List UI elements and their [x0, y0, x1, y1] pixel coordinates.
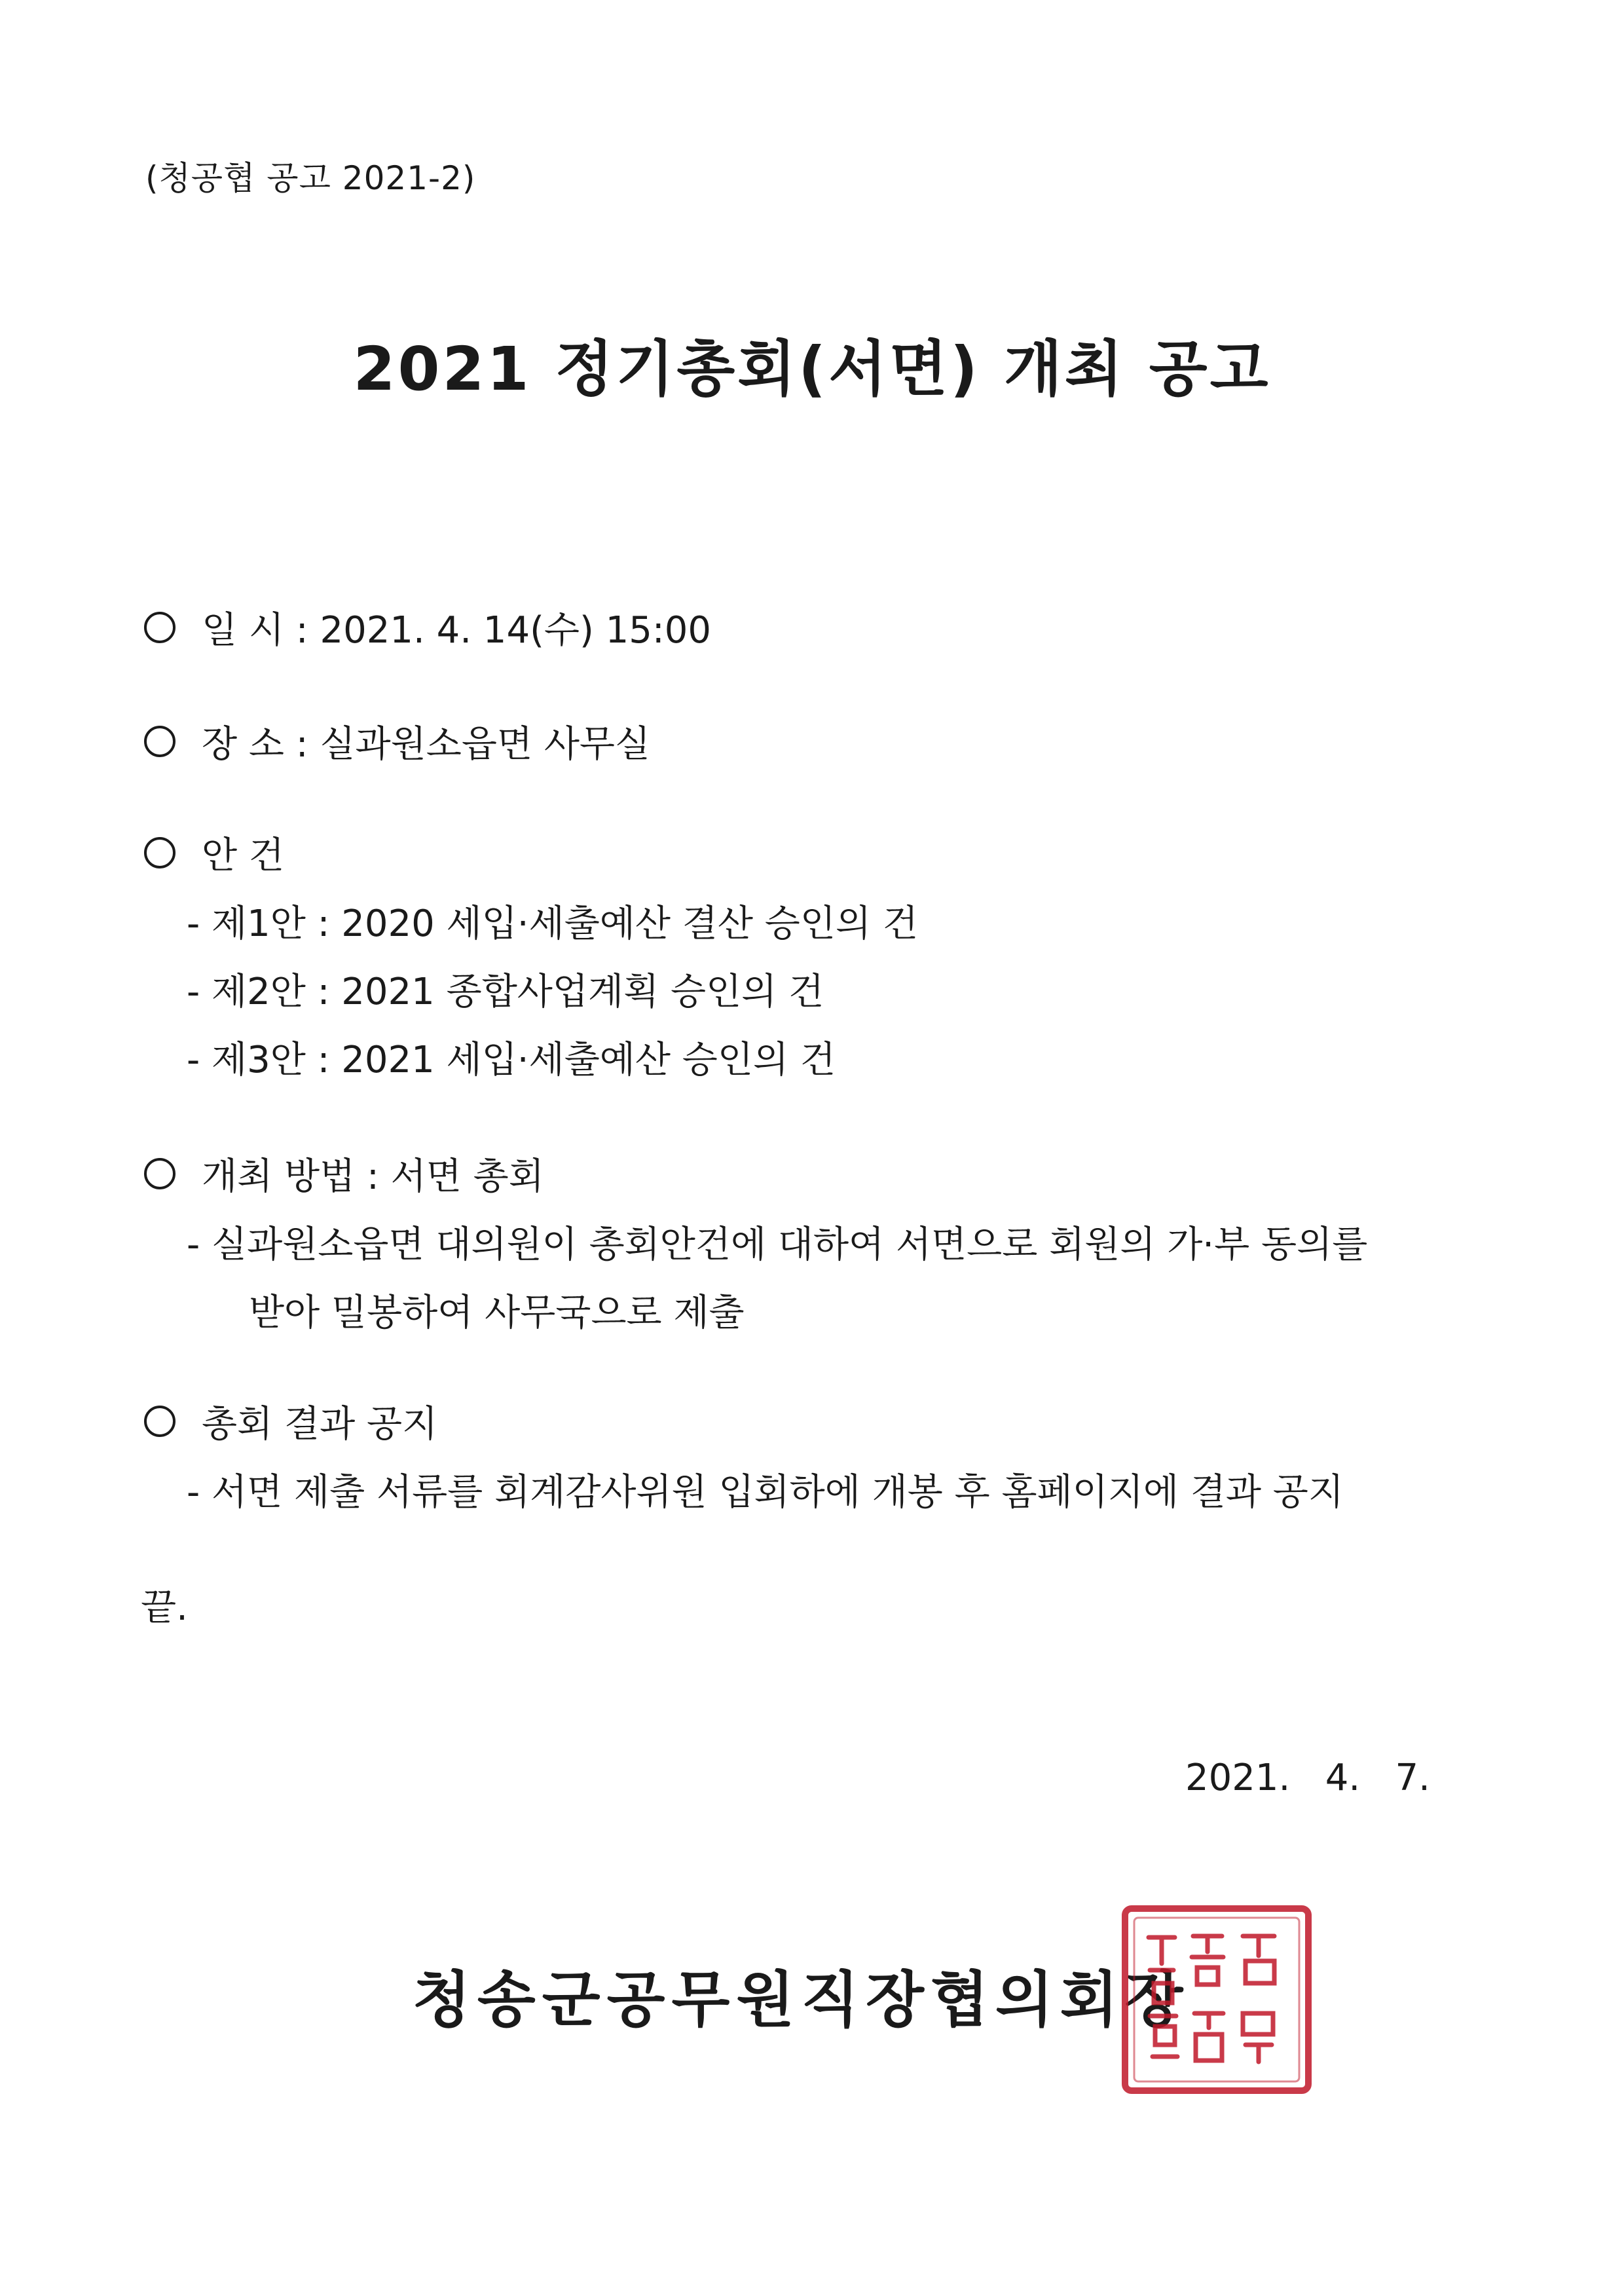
- circle-bullet-icon: [144, 612, 175, 643]
- place-item: [144, 715, 650, 768]
- circle-bullet-icon: [144, 1158, 175, 1189]
- agenda-heading-item: [144, 827, 284, 879]
- agenda-item-1: - 제1안 : 2020 세입·세출예산 결산 승인의 건: [187, 903, 918, 945]
- agenda-item-2: - 제2안 : 2021 종합사업계획 승인의 건: [187, 971, 824, 1013]
- datetime-text: 일 시 : 2021. 4. 14(수) 15:00: [202, 609, 712, 652]
- agenda-item-3: - 제3안 : 2021 세입·세출예산 승인의 건: [187, 1039, 836, 1081]
- circle-bullet-icon: [144, 837, 175, 868]
- document-title: 2021 정기총회(서면) 개최 공고: [353, 334, 1271, 404]
- end-mark: 끝.: [141, 1586, 188, 1629]
- method-description-line-1: - 실과원소읍면 대의원이 총회안건에 대하여 서면으로 회원의 가·부 동의를: [187, 1223, 1368, 1266]
- method-description-line-2: 받아 밀봉하여 사무국으로 제출: [249, 1292, 745, 1334]
- official-seal-icon: [1121, 1905, 1312, 2095]
- circle-bullet-icon: [144, 726, 175, 757]
- result-heading-item: [144, 1395, 437, 1447]
- place-text: 장 소 : 실과원소읍면 사무실: [202, 723, 651, 766]
- method-heading: 개최 방법 : 서면 총회: [202, 1155, 544, 1198]
- circle-bullet-icon: [144, 1406, 175, 1437]
- result-heading: 총회 결과 공지: [202, 1403, 438, 1446]
- result-description: - 서면 제출 서류를 회계감사위원 입회하에 개봉 후 홈페이지에 결과 공지: [187, 1471, 1344, 1514]
- notice-number: (청공협 공고 2021-2): [145, 159, 476, 197]
- agenda-heading: 안 건: [202, 834, 284, 877]
- document-date: 2021. 4. 7.: [1185, 1757, 1430, 1799]
- datetime-item: [144, 601, 711, 654]
- issuer-name: 청송군공무원직장협의회장: [413, 1965, 1190, 2035]
- method-heading-item: [144, 1148, 544, 1200]
